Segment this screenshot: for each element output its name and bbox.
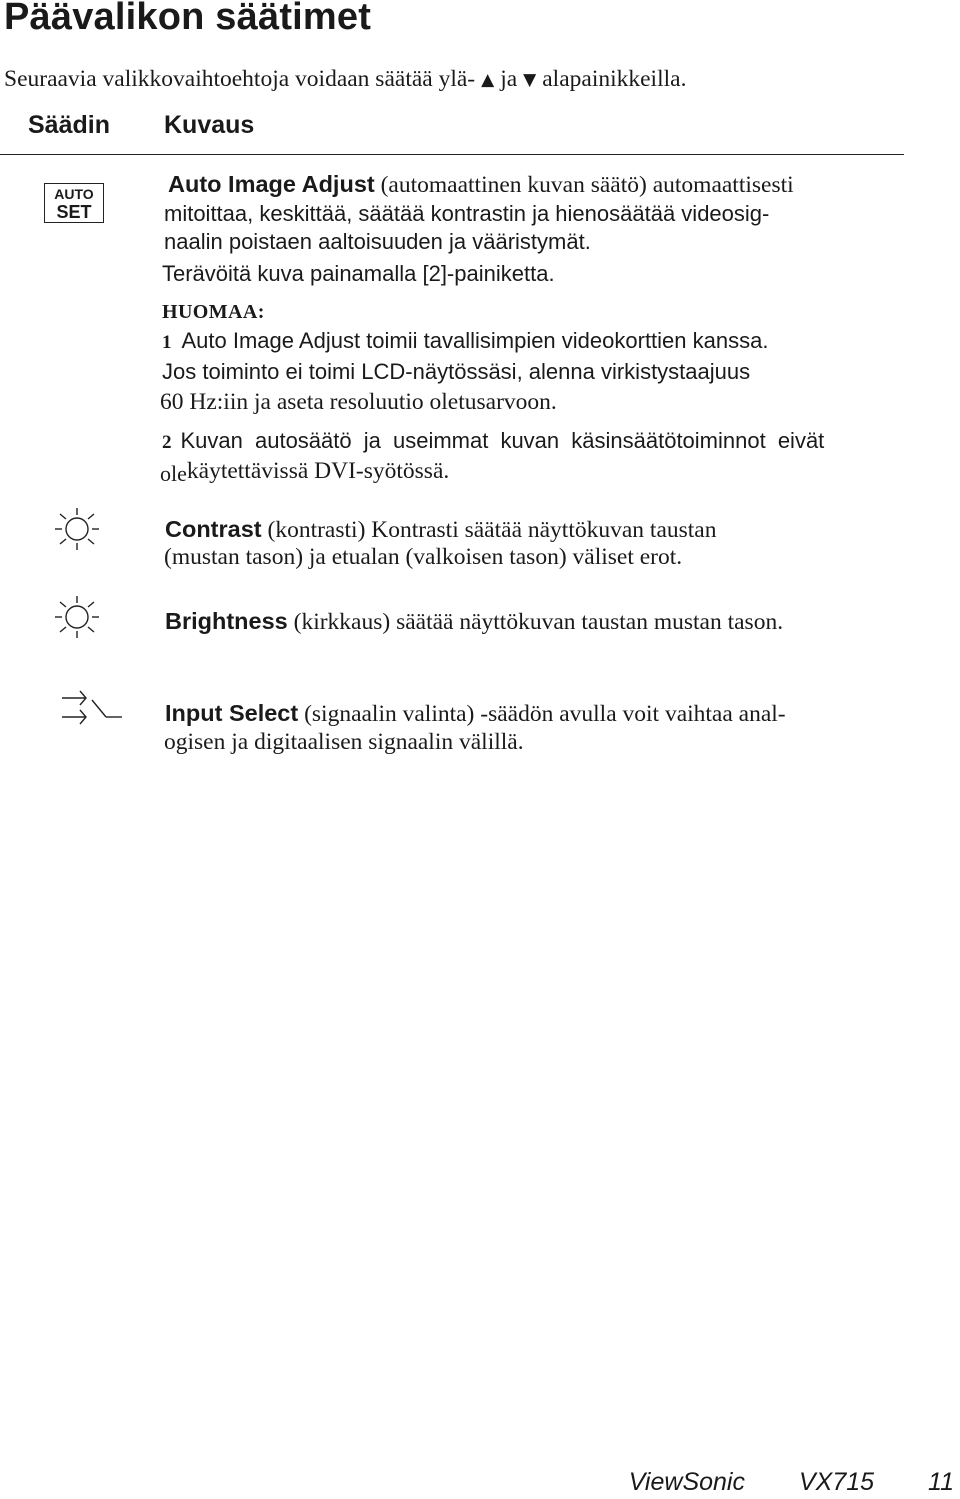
contrast-description-line1 — [165, 515, 716, 545]
note1-line1 — [162, 326, 768, 357]
note1-number: 1 — [162, 332, 172, 353]
note2-line2-prefix: ole — [160, 461, 187, 486]
note1-line3: 60 Hz:iin ja aseta resoluutio oletusarvoon. — [160, 389, 557, 415]
contrast-term: Contrast — [165, 516, 262, 542]
brightness-sun-icon — [52, 594, 102, 640]
input-description-line1 — [165, 699, 786, 729]
brightness-term: Brightness — [165, 608, 288, 634]
footer-brand: ViewSonic — [628, 1468, 745, 1496]
contrast-description-line2: (mustan tason) ja etualan (valkoisen tason) väliset erot. — [164, 544, 683, 570]
note2-number: 2 — [162, 432, 172, 453]
auto-set-icon-top: AUTO — [54, 186, 94, 202]
contrast-line1-rest: (kontrasti) Kontrasti säätää näyttökuvan taustan — [261, 517, 717, 543]
auto-description-line4: Terävöitä kuva painamalla [2]-painiketta. — [162, 261, 555, 286]
input-line1-rest: (signaalin valinta) -säädön avulla voit vaihtaa anal- — [298, 701, 786, 727]
footer-page-number: 11 — [928, 1468, 954, 1496]
intro-after: alapainikkeilla. — [542, 66, 687, 92]
note2-line1 — [162, 426, 824, 457]
note2-line1-text: Kuvan autosäätö ja useimmat kuvan käsinsäätötoiminnot eivät — [180, 428, 825, 453]
auto-image-adjust-term: Auto Image Adjust — [168, 171, 375, 197]
auto-set-icon-bottom: SET — [56, 202, 92, 222]
page-title: Päävalikon säätimet — [4, 0, 372, 38]
auto-line1-rest: (automaattinen kuvan säätö) automaattisesti — [374, 172, 794, 198]
brightness-description-line1 — [165, 607, 783, 637]
page-footer — [629, 1468, 954, 1497]
auto-description-line2: mitoittaa, keskittää, säätää kontrastin ja hienosäätää videosig- — [164, 201, 770, 226]
input-description-line2: ogisen ja digitaalisen signaalin välillä. — [164, 729, 524, 755]
down-arrow-icon: ▼ — [523, 70, 537, 90]
header-divider — [0, 154, 904, 155]
intro-mid: ja — [500, 66, 518, 92]
note2-line2 — [160, 456, 449, 486]
brightness-line1-rest: (kirkkaus) säätää näyttökuvan taustan mustan tason. — [287, 609, 784, 635]
auto-description-line1 — [168, 170, 794, 200]
up-arrow-icon: ▲ — [481, 70, 495, 90]
auto-set-icon — [44, 183, 104, 223]
column-header-description: Kuvaus — [164, 111, 255, 139]
note1-line2: Jos toiminto ei toimi LCD-näytössäsi, alenna virkistystaajuus — [162, 359, 751, 384]
footer-model: VX715 — [798, 1468, 875, 1496]
input-select-icon — [58, 686, 124, 728]
contrast-sun-icon — [52, 506, 102, 552]
note2-line2-text: käytettävissä DVI-syötössä. — [186, 458, 450, 484]
input-select-term: Input Select — [165, 700, 299, 726]
intro-before: Seuraavia valikkovaihtoehtoja voidaan säätää ylä- — [4, 66, 476, 92]
column-header-control: Säädin — [28, 111, 110, 139]
note1-line1-text: Auto Image Adjust toimii tavallisimpien videokorttien kanssa. — [181, 328, 769, 353]
intro-text — [4, 66, 686, 93]
auto-description-line3: naalin poistaen aaltoisuuden ja vääristymät. — [164, 229, 591, 254]
note-heading: HUOMAA: — [162, 301, 265, 323]
